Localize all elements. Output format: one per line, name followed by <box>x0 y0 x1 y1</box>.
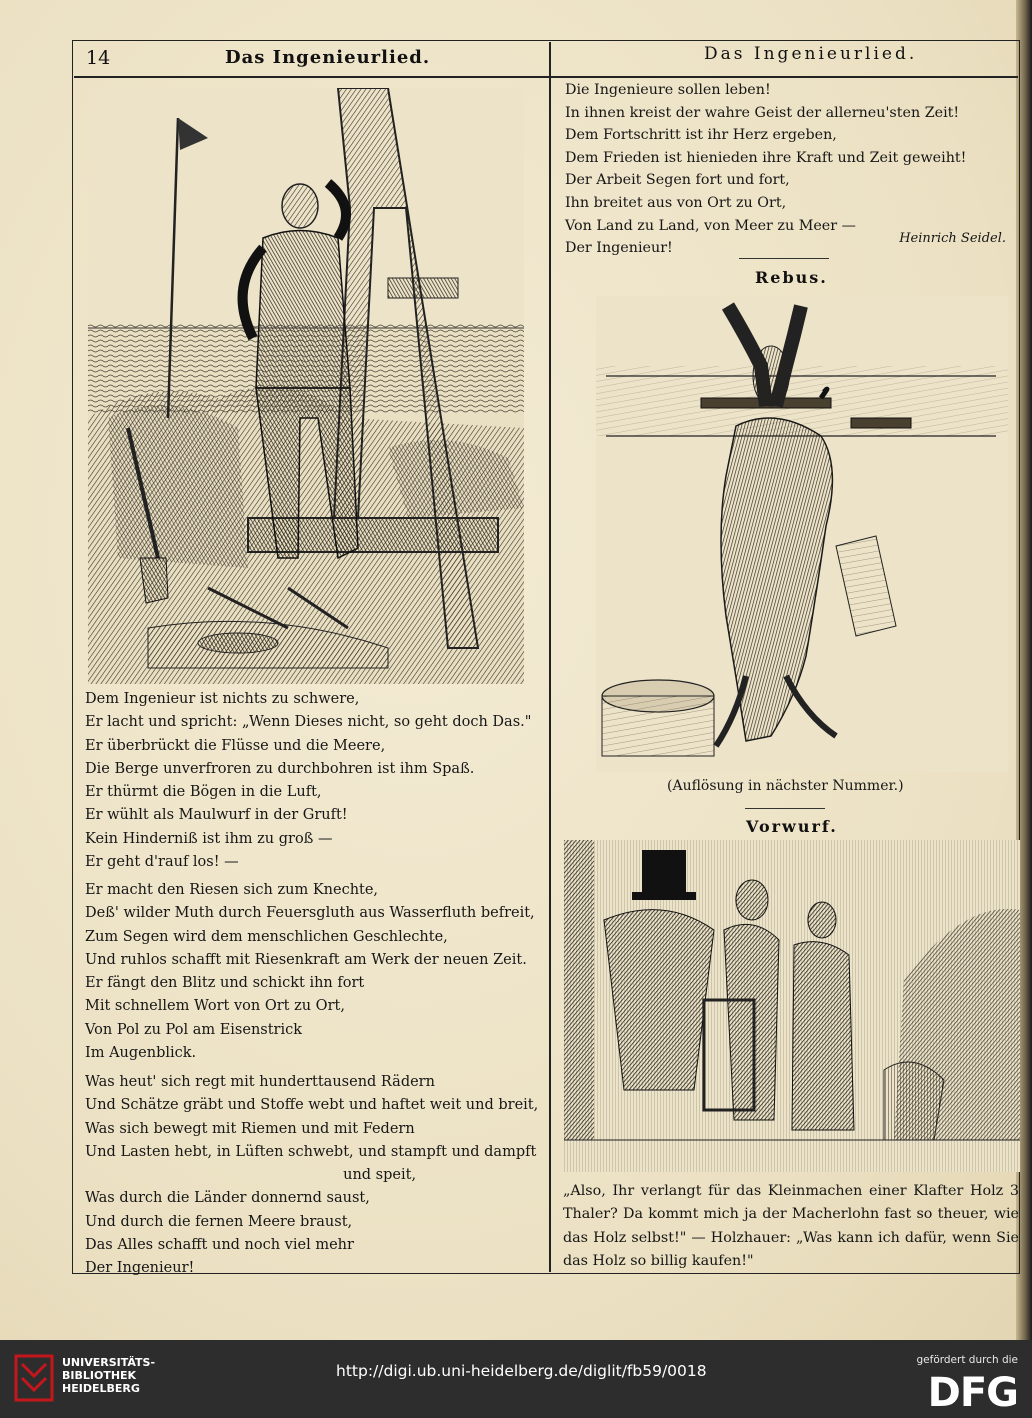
rebus-title: Rebus. <box>755 268 828 287</box>
column-divider <box>549 42 551 1272</box>
funding-text: gefördert durch die <box>916 1354 1018 1366</box>
vorwurf-title: Vorwurf. <box>746 817 838 836</box>
rebus-illustration <box>596 296 1008 772</box>
engineer-illustration <box>88 88 524 684</box>
poem-author: Heinrich Seidel. <box>899 231 1006 246</box>
vorwurf-illustration <box>564 840 1020 1172</box>
right-poem: Die Ingenieure sollen leben! In ihnen kreist der wahre Geist der allerneu'sten Zeit! Dem Fortschritt ist ihr Herz ergeben, Dem Frieden ist hienieden ihre Kraft und Zeit geweiht! Der Arbeit Segen fort und fort, Ihn breitet aus von Ort zu Ort, Von Land zu Land, von Meer zu Meer — Der Ingenieur! <box>565 82 967 257</box>
header-rule <box>74 76 1018 78</box>
source-url[interactable]: http://digi.ub.uni-heidelberg.de/diglit/fb59/0018 <box>336 1362 707 1380</box>
left-poem-stanza-1: Dem Ingenieur ist nichts zu schwere, Er lacht und spricht: „Wenn Dieses nicht, so geht doch Das." Er überbrückt die Flüsse und die Meere, Die Berge unverfroren zu durchbohren ist ihm Spaß. Er thürmt die Bögen in die Luft, Er wühlt als Maulwurf in der Gruft! Kein Hinderniß ist ihm zu groß — Er geht d'rauf los! — <box>85 691 532 871</box>
page-title-right: Das Ingenieurlied. <box>704 44 918 64</box>
section-rule <box>739 258 829 259</box>
page-number: 14 <box>86 47 111 69</box>
page-title-left: Das Ingenieurlied. <box>225 47 431 68</box>
university-name: UNIVERSITÄTS- BIBLIOTHEK HEIDELBERG <box>62 1356 156 1395</box>
rebus-caption: (Auflösung in nächster Nummer.) <box>667 778 904 794</box>
university-logo-icon <box>14 1354 54 1402</box>
section-rule <box>745 808 825 809</box>
vorwurf-dialog: „Also, Ihr verlangt für das Kleinmachen einer Klafter Holz 3 Thaler? Da kommt mich ja der Macherlohn fast so theuer, wie das Holz selbst!" — Holzhauer: „Was kann ich dafür, wenn Sie das Holz so billig kaufen!" <box>563 1183 1019 1269</box>
left-poem-stanza-3: Was heut' sich regt mit hunderttausend Rädern Und Schätze gräbt und Stoffe webt und haftet weit und breit, Was sich bewegt mit Riemen und mit Federn Und Lasten hebt, in Lüften schwebt, und stampft und dampft und speit, Was durch die Länder donnernd saust, Und durch die fernen Meere braust, Das Alles schafft und noch viel mehr Der Ingenieur! <box>85 1074 539 1277</box>
dfg-logo: DFG <box>927 1370 1018 1416</box>
left-poem-stanza-2: Er macht den Riesen sich zum Knechte, Deß' wilder Muth durch Feuersgluth aus Wasserfluth befreit, Zum Segen wird dem menschlichen Geschlechte, Und ruhlos schafft mit Riesenkraft am Werk der neuen Zeit. Er fängt den Blitz und schickt ihn fort Mit schnellem Wort von Ort zu Ort, Von Pol zu Pol am Eisenstrick Im Augenblick. <box>85 882 535 1062</box>
